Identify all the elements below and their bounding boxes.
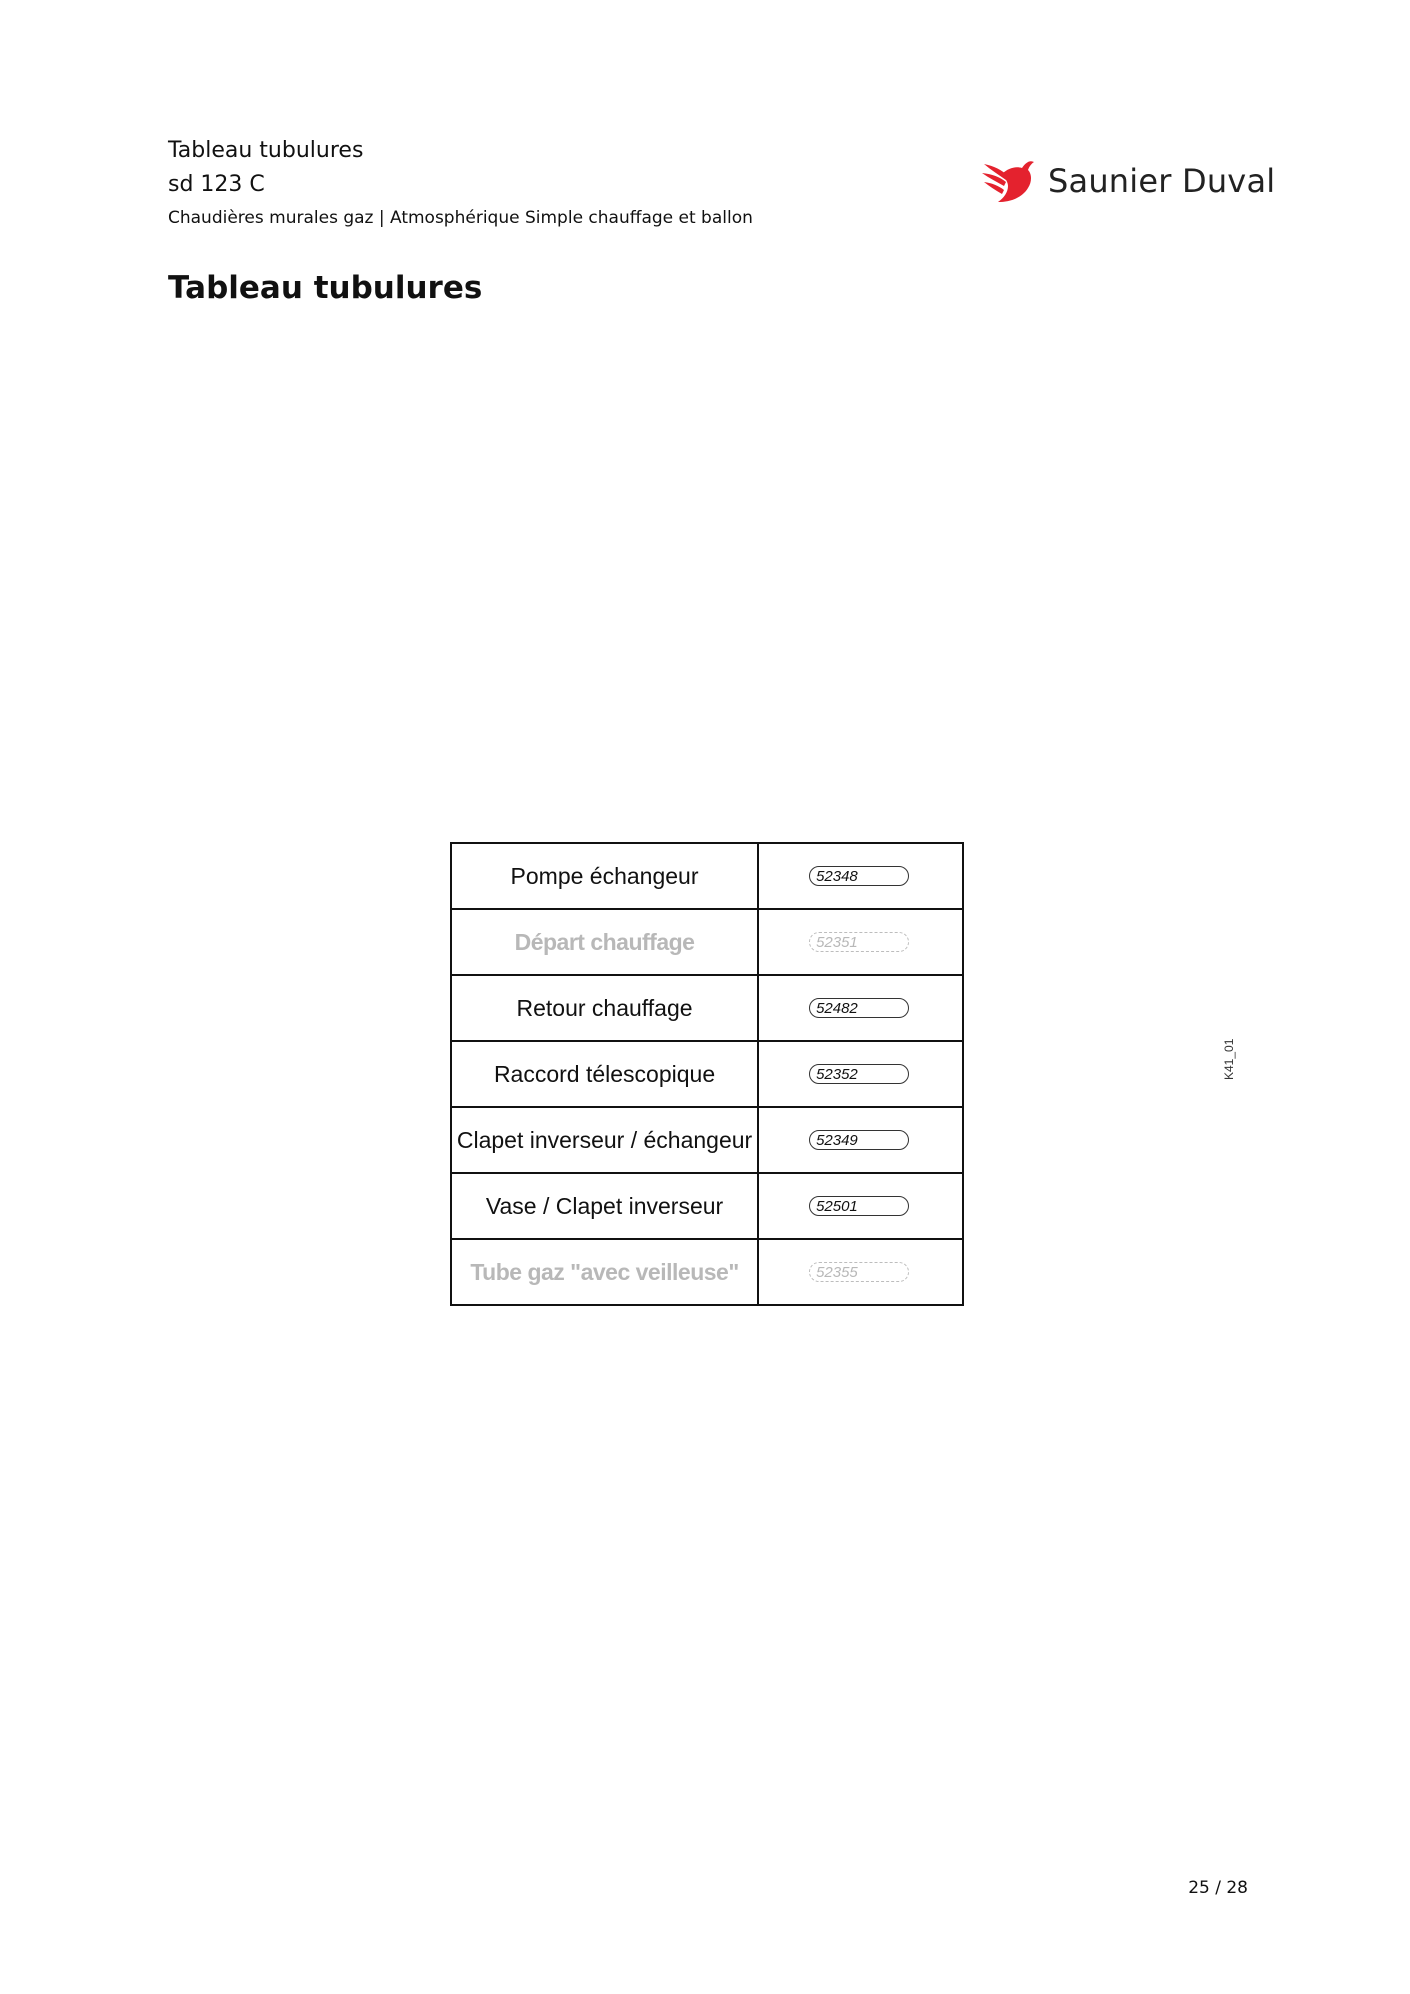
table-row [451, 1173, 963, 1239]
table-row [451, 1107, 963, 1173]
header-category: Chaudières murales gaz | Atmosphérique Simple chauffage et ballon [168, 208, 753, 228]
header-title: Tableau tubulures [168, 138, 364, 163]
tube-code: 52349 [809, 1130, 909, 1150]
tube-name: Tube gaz "avec veilleuse" [451, 1239, 758, 1305]
tube-name: Vase / Clapet inverseur [451, 1173, 758, 1239]
tube-name: Retour chauffage [451, 975, 758, 1041]
tube-code-cell [758, 975, 963, 1041]
page-number: 25 / 28 [1188, 1878, 1248, 1898]
bird-logo-icon [982, 158, 1036, 204]
table-row [451, 975, 963, 1041]
tube-code: 52501 [809, 1196, 909, 1216]
brand-logo [982, 158, 1275, 204]
tube-code-cell [758, 1041, 963, 1107]
tube-code: 52355 [809, 1262, 909, 1282]
tube-code: 52351 [809, 932, 909, 952]
table-row [451, 843, 963, 909]
table-row [451, 909, 963, 975]
tube-name: Pompe échangeur [451, 843, 758, 909]
tube-code: 52352 [809, 1064, 909, 1084]
figure-reference: K41_01 [1222, 1038, 1236, 1080]
brand-name: Saunier Duval [1048, 162, 1276, 200]
tube-name: Départ chauffage [451, 909, 758, 975]
page-title: Tableau tubulures [168, 270, 483, 306]
document-header [168, 134, 753, 234]
tubes-table [450, 842, 964, 1306]
tube-code: 52482 [809, 998, 909, 1018]
tube-code-cell [758, 909, 963, 975]
tube-code-cell [758, 1173, 963, 1239]
table-row [451, 1041, 963, 1107]
tube-name: Clapet inverseur / échangeur [451, 1107, 758, 1173]
tube-code-cell [758, 1239, 963, 1305]
tube-code-cell [758, 1107, 963, 1173]
header-model: sd 123 C [168, 172, 265, 197]
tube-code: 52348 [809, 866, 909, 886]
table-row [451, 1239, 963, 1305]
tube-name: Raccord télescopique [451, 1041, 758, 1107]
tube-code-cell [758, 843, 963, 909]
